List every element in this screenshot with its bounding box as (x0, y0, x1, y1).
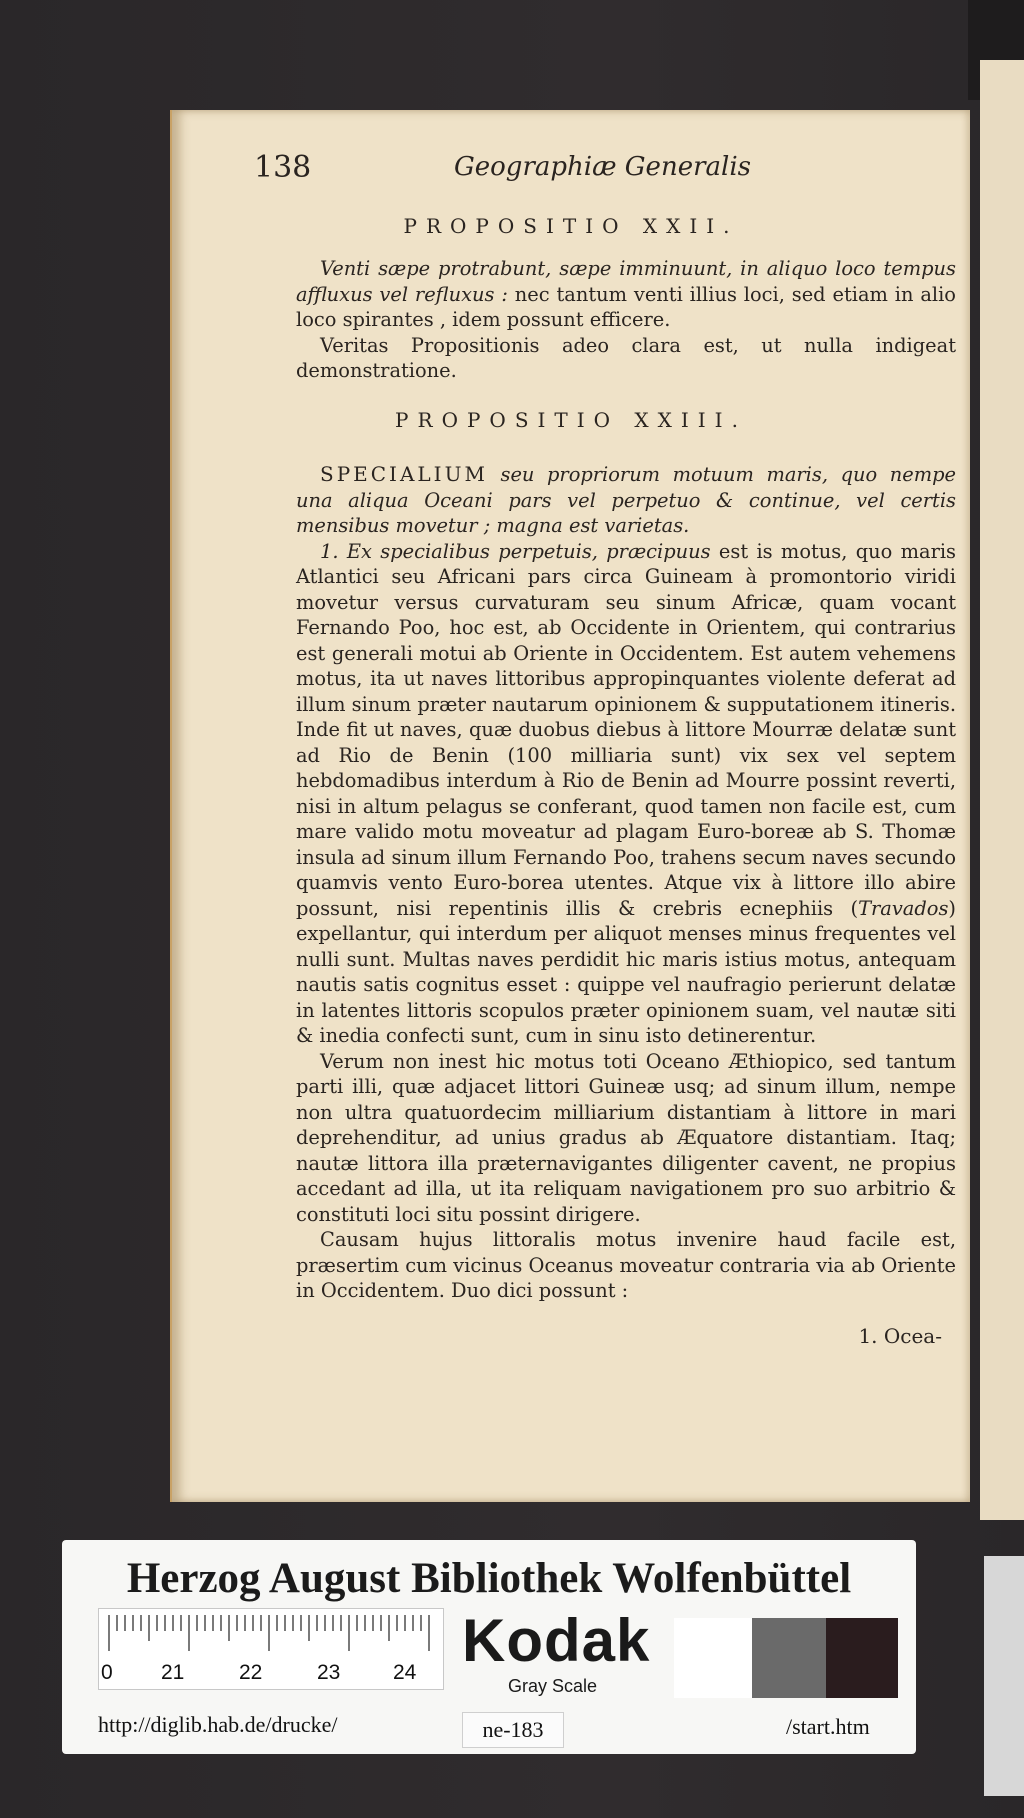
paragraph-2: Verum non inest hic motus toti Oceano Æthiopico, sed tantum parti illi, quæ adjacet littori Guineæ usq; ad sinum illum, nempe non ultra quatuordecim milliarium distantiam à littore in mari deprehenditur, ad unius gradus ab Æquatore distantiam. Itaq; nautæ littora illa præternavigantes diligenter cavent, ne propius accedant ad illa, ut ita reliquam navigationem pro suo arbitrio & constituti loci situ possint dirigere. (296, 1049, 956, 1226)
url-left: http://diglib.hab.de/drucke/ (98, 1712, 338, 1737)
adjacent-target-edge (984, 1556, 1024, 1796)
shelfmark-label: ne-183 (462, 1712, 564, 1748)
proposition-23-statement (296, 462, 956, 539)
proposition-heading-23: PROPOSITIO XXIII. (395, 408, 747, 432)
paragraph-1-travados: Travados (858, 896, 949, 920)
proposition-22-demonstration: Veritas Propositionis adeo clara est, ut nulla indigeat demonstratione. (296, 333, 956, 382)
proposition-23-lead: SPECIALIUM (320, 462, 488, 486)
ruler-label: 21 (161, 1661, 185, 1684)
running-title: Geographiæ Generalis (454, 152, 751, 182)
paragraph-1 (296, 539, 956, 1049)
ruler-label: 23 (317, 1661, 341, 1684)
proposition-23-block (296, 462, 956, 1304)
gray-swatch-mid (752, 1618, 826, 1698)
book-page (172, 110, 970, 1502)
page-header (254, 150, 954, 190)
ruler-label: 22 (239, 1661, 263, 1684)
proposition-22-block (296, 256, 956, 384)
adjacent-page-edge (980, 60, 1024, 1520)
proposition-22-rest: nec tantum venti illius loci, sed etiam in alio loco spirantes , idem possunt efficere. (296, 282, 956, 331)
page-number: 138 (254, 150, 312, 185)
proposition-heading-22: PROPOSITIO XXII. (403, 214, 739, 238)
color-target-card (62, 1540, 916, 1754)
ruler-label: 0 (101, 1661, 113, 1684)
paragraph-1-text-b: ) expellantur, qui interdum per aliquot menses minus frequentes vel nulli sunt. Multas naves perdidit hic maris istius motus, antequam nautis satis cognitus esset : quippe vel naufragio perierunt delatæ in latentes littoris scopulos præter opinionem suam, vel nautæ siti & inedia confecti sunt, cum in sinu isto detinerentur. (296, 896, 956, 1047)
library-title: Herzog August Bibliothek Wolfenbüttel (126, 1555, 852, 1602)
proposition-23-italic: seu propriorum motuum maris, quo nempe una aliqua Oceani pars vel perpetuo & continue, vel certis mensibus movetur ; magna est varietas. (296, 463, 956, 537)
kodak-gray-scale-label: Gray Scale (508, 1676, 598, 1696)
paragraph-1-text: est is motus, quo maris Atlantici seu Africani pars circa Guineam à promontorio viridi movetur versus curvaturam seu sinum Africæ, quam vocant Fernando Poo, hoc est, ab Occidente in Orientem, qui contrarius est generali motui ab Oriente in Occidentem. Est autem vehemens motus, ita ut naves littoribus appropinquantes violente deferat ad illum sinum præter nautarum opinionem & supputationem itineris. Inde fit ut naves, quæ duobus diebus à littore Mourræ delatæ sunt ad Rio de Benin (100 milliaria sunt) vix sex vel septem hebdomadibus interdum à Rio de Benin ad Mourre possint reverti, nisi in altum pelagus se conferant, quod tamen non facile est, cum mare valido motu moveatur ad plagam Euro-boreæ ab S. Thomæ insula ad sinum illum Fernando Poo, trahens secum naves secundo quamvis vento Euro-borea utentes. Atque vix à littore illo abire possunt, nisi repentinis illis & crebris ecnephiis ( (296, 539, 956, 920)
ruler-scale (98, 1608, 444, 1690)
gray-swatch-dark (826, 1618, 898, 1698)
ruler-label: 24 (393, 1661, 417, 1684)
proposition-22-statement (296, 256, 956, 333)
kodak-logo: Kodak (462, 1607, 651, 1674)
paragraph-3: Causam hujus littoralis motus invenire haud facile est, præsertim cum vicinus Oceanus moveatur contraria via ab Oriente in Occidentem. Duo dici possunt : (296, 1228, 956, 1302)
ruler-labels (99, 1661, 443, 1685)
ruler-ticks (105, 1613, 435, 1651)
gray-swatch-white (674, 1618, 752, 1698)
paragraph-1-lead: 1. Ex specialibus perpetuis, præcipuus (320, 539, 711, 563)
catchword: 1. Ocea- (858, 1324, 942, 1348)
url-right: /start.htm (786, 1714, 870, 1739)
proposition-22-italic: Venti sæpe protrabunt, sæpe imminuunt, in aliquo loco tempus affluxus vel refluxus : (296, 257, 956, 306)
